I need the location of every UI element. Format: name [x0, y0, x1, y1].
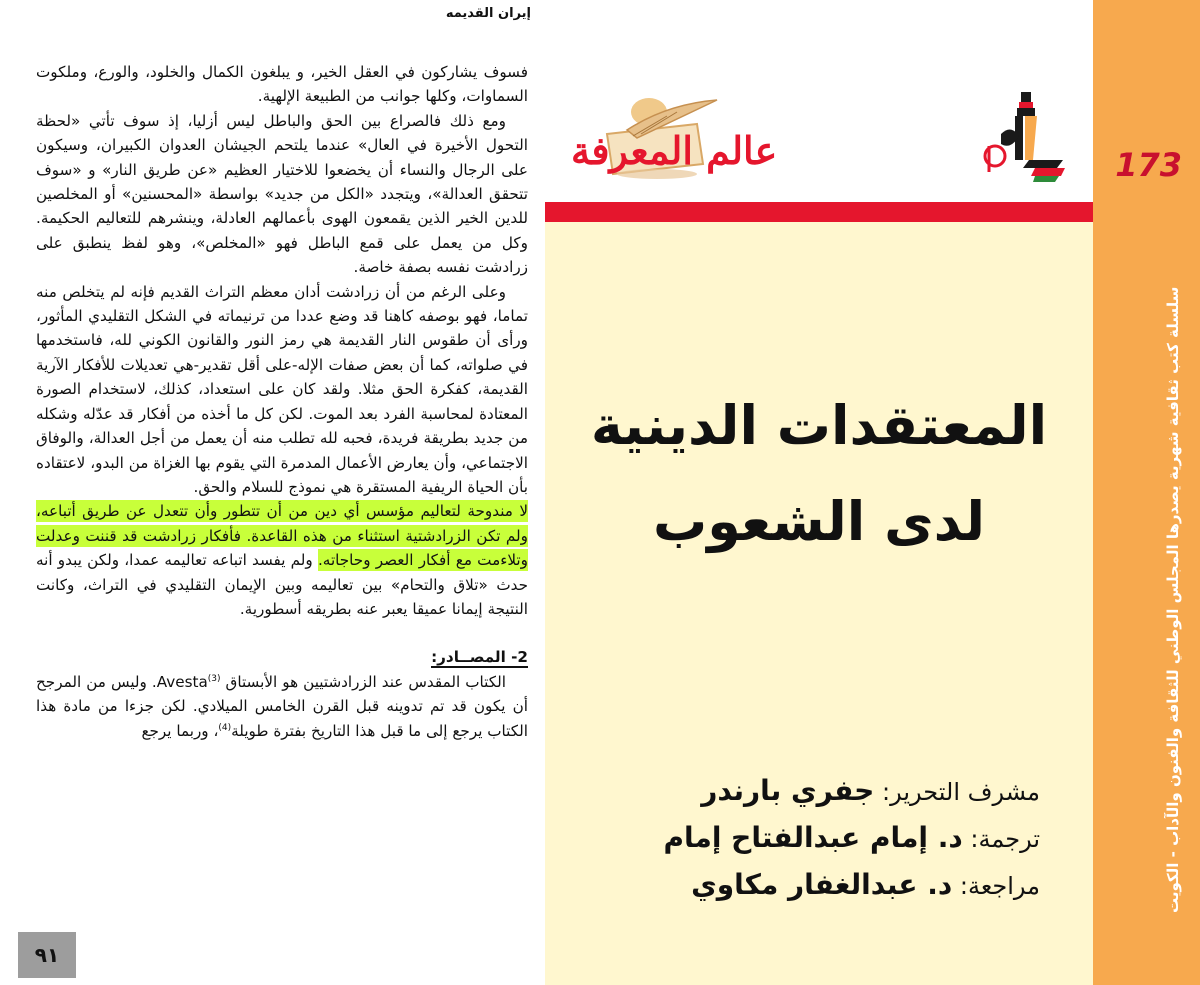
- series-text: سلسلة كتب ثقافية شهرية يصدرها المجلس الوطني للثقافة والفنون والآداب - الكويت: [1164, 286, 1182, 914]
- sources-part-2: . وليس من المرجح أن يكون قد تم تدوينه قبل القرن الخامس الميلادي. لكن جزءا من مادة هذا الكتاب يرجع إلى ما قبل هذا التاريخ بفترة طويلة: [36, 672, 528, 740]
- credits: [663, 768, 1040, 909]
- credit-role: ترجمة:: [970, 825, 1040, 853]
- section-heading: [36, 645, 528, 669]
- body-text: [36, 60, 528, 743]
- paragraph-2: ومع ذلك فالصراع بين الحق والباطل ليس أزليا، إذ سوف تأتي «لحظة التحول الأخيرة في العال» عندما يلتحم الجيشان العدوان الكبيران، وسيكون على الرجال والنساء أن يخضعوا للاختيار العظيم «عن طريق النار» و «سوف تتحقق العدالة»، ويتجدد «الكل من جديد» بواسطة «المحسنين» أو المخلصين للدين الخير الذين يقمعون الهوى بأعمالهم العادلة، وينشرهم للتعاليم الحكيمة. وكل من يعمل على قمع الباطل فهو «المخلص»، وهو لفظ ينطبق على زرادشت نفسه بصفة خاصة.: [36, 111, 528, 277]
- paragraph-4: [36, 499, 528, 621]
- council-emblem-icon: [975, 86, 1067, 186]
- book-cover: [545, 0, 1200, 985]
- brand-name: عالم المعرفة: [571, 128, 778, 173]
- credit-name: د. عبدالغفار مكاوي: [691, 868, 953, 901]
- footnote-ref-4: (4): [218, 722, 232, 733]
- credit-role: مراجعة:: [959, 872, 1040, 900]
- credit-editor: [663, 768, 1040, 815]
- book-title: [545, 378, 1093, 570]
- footnote-ref-3: (3): [207, 673, 221, 684]
- credit-role: مشرف التحرير:: [882, 778, 1040, 806]
- paragraph-1: فسوف يشاركون في العقل الخير، و يبلغون الكمال والخلود، والورع، وملكوت السماوات، وكلها جوانب من الطبيعة الإلهية.: [36, 63, 528, 106]
- red-divider-bar: [545, 202, 1093, 222]
- highlighted-passage: لا مندوحة لتعاليم مؤسس أي دين من أن تتطور وأن تتعدل عن طريق أتباعه، ولم تكن الزرادشتية استثناء من هذه القاعدة. فأفكار زرادشت قد قننت وعدلت وتلاءمت مع أفكار العصر وحاجاته.: [36, 502, 528, 570]
- paragraph-4-continuation: ولم يفسد اتباعه تعاليمه عمدا، ولكن يبدو أنه حدث «تلاق والتحام» بين تعاليمه وبين الإيمان التقليدي في التراث، وكانت النتيجة إيمانا عميقا يعبر عنه بطريقه أسطورية.: [36, 551, 528, 618]
- book-title-line-1: المعتقدات الدينية: [590, 394, 1048, 457]
- section-heading-text: 2- المصــادر:: [431, 648, 528, 667]
- credit-name: جفري بارندر: [701, 774, 875, 807]
- paragraph-sources: [36, 670, 528, 743]
- credit-reviewer: [663, 862, 1040, 909]
- left-page: [0, 0, 545, 985]
- page-number: ٩١: [34, 943, 60, 967]
- page-number-box: [18, 932, 76, 978]
- issue-number: 173: [1115, 146, 1182, 184]
- sources-part-1: الكتاب المقدس عند الزرادشتيين هو الأبستاق Avesta: [156, 672, 506, 691]
- sources-part-3: ، وربما يرجع: [141, 721, 219, 740]
- orange-spine-band: [1093, 0, 1200, 985]
- running-head: إيران القديمه: [445, 6, 531, 21]
- book-title-line-2: لدى الشعوب: [652, 490, 986, 553]
- credit-name: د. إمام عبدالفتاح إمام: [663, 821, 963, 854]
- credit-translator: [663, 815, 1040, 862]
- paragraph-3: وعلى الرغم من أن زرادشت أدان معظم التراث القديم فإنه لم يتخلص منه تماما، فهو بوصفه كاهنا قد وضع عددا من ترنيماته في الشكل التقليدي المأثور، ورأى أن طقوس النار القديمة هي رمز النور والقانون الكوني لله، فاستخدمها في صلواته، كما أن بعض صفات الإله-على أقل تقدير-هي تعديلات للأفكار الآرية القديمة، كفكرة الحق مثلا. ولقد كان على استعداد، كذلك، لاستخدام الصورة المعتادة لمحاسبة الفرد بعد الموت. لكن كل ما أخذه من أفكار قد عدّله وشكله من جديد بطريقة فريدة، فحبه لله تطلب منه أن يعمل من أجل العدالة، والوفاق الاجتماعي، وأن يعارض الأعمال المدمرة التي يقوم بها الغزاة من البدو، لاعتقاده بأن الحياة الريفية المستقرة هي نموذج للسلام والحق.: [36, 282, 528, 496]
